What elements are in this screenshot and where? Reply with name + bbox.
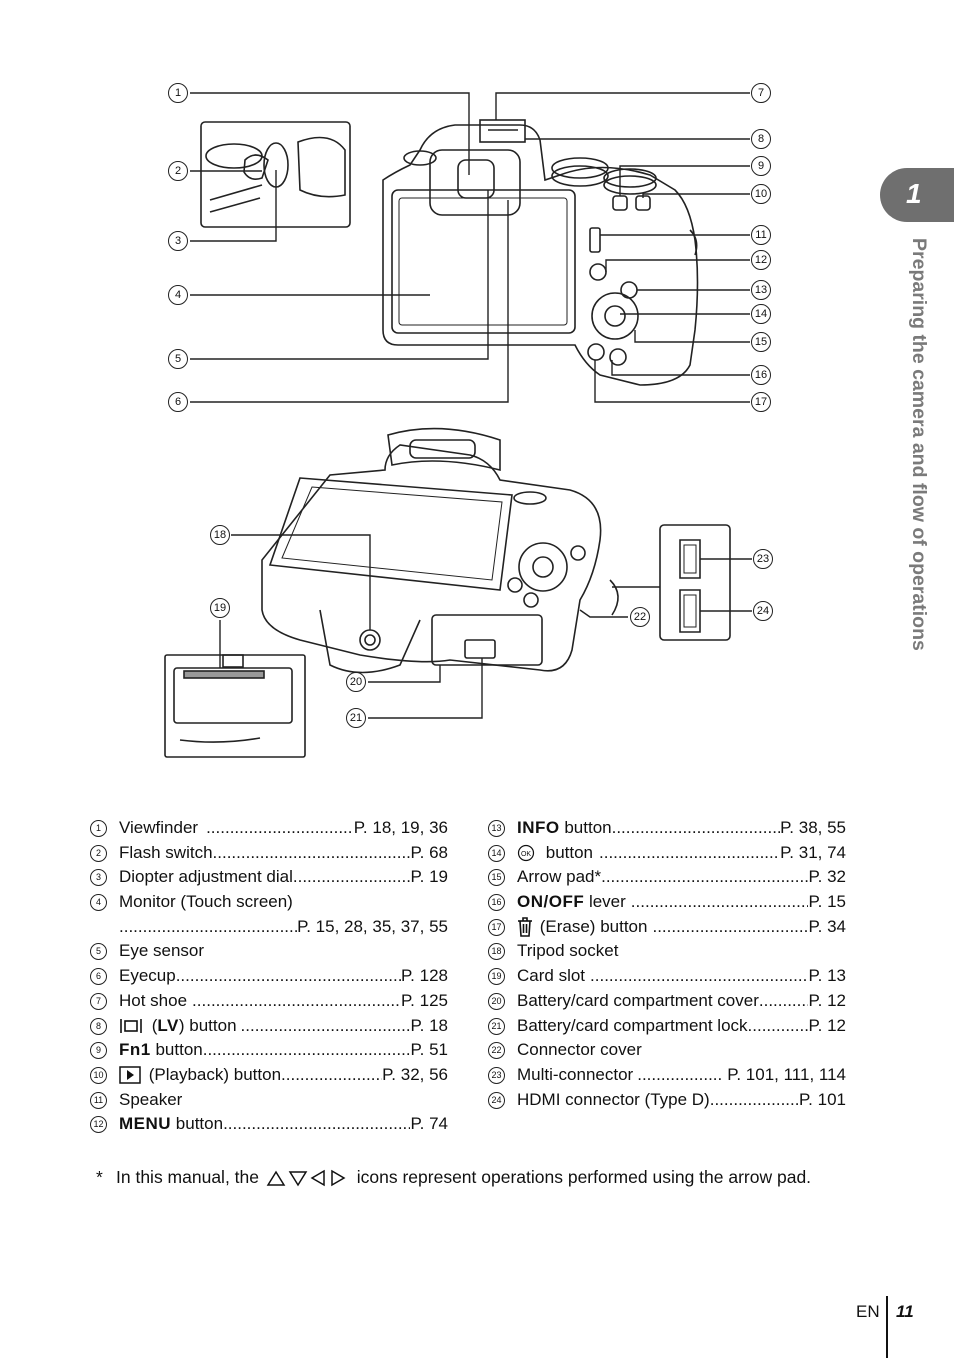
ok-icon — [517, 844, 535, 862]
callout-15: 15 — [751, 332, 771, 352]
list-item — [90, 1063, 448, 1088]
item-ref: P. 15, 28, 35, 37, 55 — [297, 916, 448, 936]
item-label-bold: MENU — [119, 1114, 172, 1134]
list-item — [488, 890, 846, 915]
list-item — [90, 939, 448, 964]
item-label-post: button — [171, 1114, 224, 1134]
list-item — [488, 939, 846, 964]
item-label-bold: ON/OFF — [517, 892, 585, 912]
item-number: 9 — [90, 1042, 107, 1059]
item-label: Multi-connector — [517, 1064, 634, 1084]
callout-11: 11 — [751, 225, 771, 245]
item-ref: P. 32, 56 — [382, 1064, 448, 1084]
list-item — [90, 816, 448, 841]
item-ref: P. 128 — [401, 966, 448, 986]
item-ref: P. 34 — [808, 916, 846, 936]
item-number: 21 — [488, 1018, 505, 1035]
item-label-bold: LV — [157, 1015, 179, 1035]
item-label: Speaker — [119, 1089, 183, 1109]
list-item — [90, 841, 448, 866]
item-ref: P. 12 — [808, 1015, 846, 1035]
item-label-post: ) button — [178, 1015, 237, 1035]
item-number: 22 — [488, 1042, 505, 1059]
list-item — [488, 989, 846, 1014]
item-label-bold: Fn1 — [119, 1040, 151, 1060]
callout-13: 13 — [751, 280, 771, 300]
footnote-text-before: In this manual, the — [116, 1167, 259, 1187]
item-label: Eyecup — [119, 966, 176, 986]
item-label: Hot shoe — [119, 990, 188, 1010]
chapter-number: 1 — [906, 178, 922, 209]
chapter-title: Preparing the camera and flow of operations — [908, 238, 930, 651]
item-number: 14 — [488, 845, 505, 862]
item-ref: P. 74 — [410, 1114, 448, 1134]
item-label: Connector cover — [517, 1040, 642, 1060]
item-number: 10 — [90, 1067, 107, 1084]
item-ref: P. 12 — [808, 990, 846, 1010]
list-item — [90, 865, 448, 890]
item-number: 2 — [90, 845, 107, 862]
page-number: 11 — [896, 1302, 914, 1321]
list-item-continued — [90, 915, 448, 940]
item-label: (Erase) button — [539, 916, 648, 936]
item-label: Monitor (Touch screen) — [119, 892, 293, 912]
list-item — [90, 1038, 448, 1063]
item-label: Viewfinder — [119, 818, 199, 837]
trash-icon — [517, 917, 533, 937]
parts-list-left — [90, 816, 448, 1137]
item-number: 1 — [90, 820, 107, 837]
item-number: 20 — [488, 993, 505, 1010]
item-ref: P. 101, 111, 114 — [727, 1064, 846, 1084]
item-label: Battery/card compartment lock — [517, 1015, 748, 1035]
item-ref: P. 32 — [808, 867, 846, 887]
left-arrow-icon — [312, 1171, 324, 1185]
item-ref: P. 19 — [410, 867, 448, 887]
up-arrow-icon — [268, 1172, 284, 1185]
callout-17: 17 — [751, 392, 771, 412]
callout-1: 1 — [168, 83, 188, 103]
chapter-tab — [880, 168, 954, 222]
footer-language: EN — [856, 1302, 880, 1321]
footnote-text-after: icons represent operations performed using the arrow pad. — [356, 1167, 812, 1187]
callout-5: 5 — [168, 349, 188, 369]
item-label: Card slot — [517, 966, 586, 986]
item-number: 19 — [488, 968, 505, 985]
item-number: 6 — [90, 968, 107, 985]
callout-24: 24 — [753, 601, 773, 621]
callout-12: 12 — [751, 250, 771, 270]
list-item — [90, 1014, 448, 1039]
svg-text:OK: OK — [520, 851, 532, 859]
item-number: 24 — [488, 1092, 505, 1109]
item-label-post: button — [150, 1040, 203, 1060]
list-item — [488, 1063, 846, 1088]
footer-divider — [886, 1296, 888, 1358]
item-ref: P. 31, 74 — [780, 842, 846, 862]
list-item — [488, 915, 846, 940]
callout-4: 4 — [168, 285, 188, 305]
list-item — [90, 1088, 448, 1113]
callout-23: 23 — [753, 549, 773, 569]
item-label: button — [545, 842, 593, 862]
item-number: 13 — [488, 820, 505, 837]
list-item — [488, 1088, 846, 1113]
chapter-title-vertical — [906, 238, 930, 748]
item-label: Arrow pad* — [517, 867, 602, 887]
list-item — [488, 865, 846, 890]
list-item — [90, 1112, 448, 1137]
down-arrow-icon — [290, 1172, 306, 1185]
item-number: 17 — [488, 919, 505, 936]
item-label: Diopter adjustment dial — [119, 867, 293, 887]
list-item — [488, 816, 846, 841]
list-item — [90, 989, 448, 1014]
item-label-bold: INFO — [517, 818, 560, 837]
callout-8: 8 — [751, 129, 771, 149]
item-number: 11 — [90, 1092, 107, 1109]
item-label: HDMI connector (Type D) — [517, 1089, 710, 1109]
callout-9: 9 — [751, 156, 771, 176]
item-ref: P. 15 — [808, 892, 846, 912]
list-item — [488, 1014, 846, 1039]
callout-19: 19 — [210, 598, 230, 618]
list-item — [488, 964, 846, 989]
item-label: (Playback) button — [148, 1064, 282, 1084]
callout-20: 20 — [346, 672, 366, 692]
arrow-icons — [264, 1169, 352, 1187]
item-ref: P. 38, 55 — [780, 818, 846, 837]
item-label: Flash switch — [119, 842, 213, 862]
callout-2: 2 — [168, 161, 188, 181]
item-label-post: lever — [584, 892, 626, 912]
item-label: Battery/card compartment cover — [517, 990, 759, 1010]
item-ref: P. 13 — [808, 966, 846, 986]
item-ref: P. 18 — [410, 1015, 448, 1035]
parts-list-right — [488, 816, 846, 1112]
callout-10: 10 — [751, 184, 771, 204]
callout-18: 18 — [210, 525, 230, 545]
list-item — [488, 1038, 846, 1063]
callout-14: 14 — [751, 304, 771, 324]
item-number: 5 — [90, 943, 107, 960]
lv-icon — [119, 1017, 143, 1035]
item-number: 7 — [90, 993, 107, 1010]
item-ref: P. 125 — [401, 990, 448, 1010]
item-label: Eye sensor — [119, 941, 205, 961]
item-number: 3 — [90, 869, 107, 886]
item-ref: P. 18, 19, 36 — [353, 818, 448, 837]
item-number: 16 — [488, 894, 505, 911]
callout-6: 6 — [168, 392, 188, 412]
callout-3: 3 — [168, 231, 188, 251]
list-item — [90, 964, 448, 989]
footnote-marker: * — [96, 1167, 103, 1187]
item-number: 12 — [90, 1116, 107, 1133]
item-number: 4 — [90, 894, 107, 911]
item-ref: P. 51 — [410, 1040, 448, 1060]
callout-21: 21 — [346, 708, 366, 728]
item-label: Tripod socket — [517, 941, 619, 961]
item-ref: P. 68 — [410, 842, 448, 862]
callout-22: 22 — [630, 607, 650, 627]
item-ref: P. 101 — [799, 1089, 846, 1109]
item-label-pre: ( — [151, 1015, 158, 1035]
item-number: 8 — [90, 1018, 107, 1035]
callout-16: 16 — [751, 365, 771, 385]
list-item — [488, 841, 846, 866]
item-number: 15 — [488, 869, 505, 886]
right-arrow-icon — [332, 1171, 344, 1185]
playback-icon — [119, 1066, 141, 1084]
list-item — [90, 890, 448, 915]
callout-7: 7 — [751, 83, 771, 103]
item-number: 23 — [488, 1067, 505, 1084]
item-label-post: button — [559, 818, 612, 837]
item-number: 18 — [488, 943, 505, 960]
